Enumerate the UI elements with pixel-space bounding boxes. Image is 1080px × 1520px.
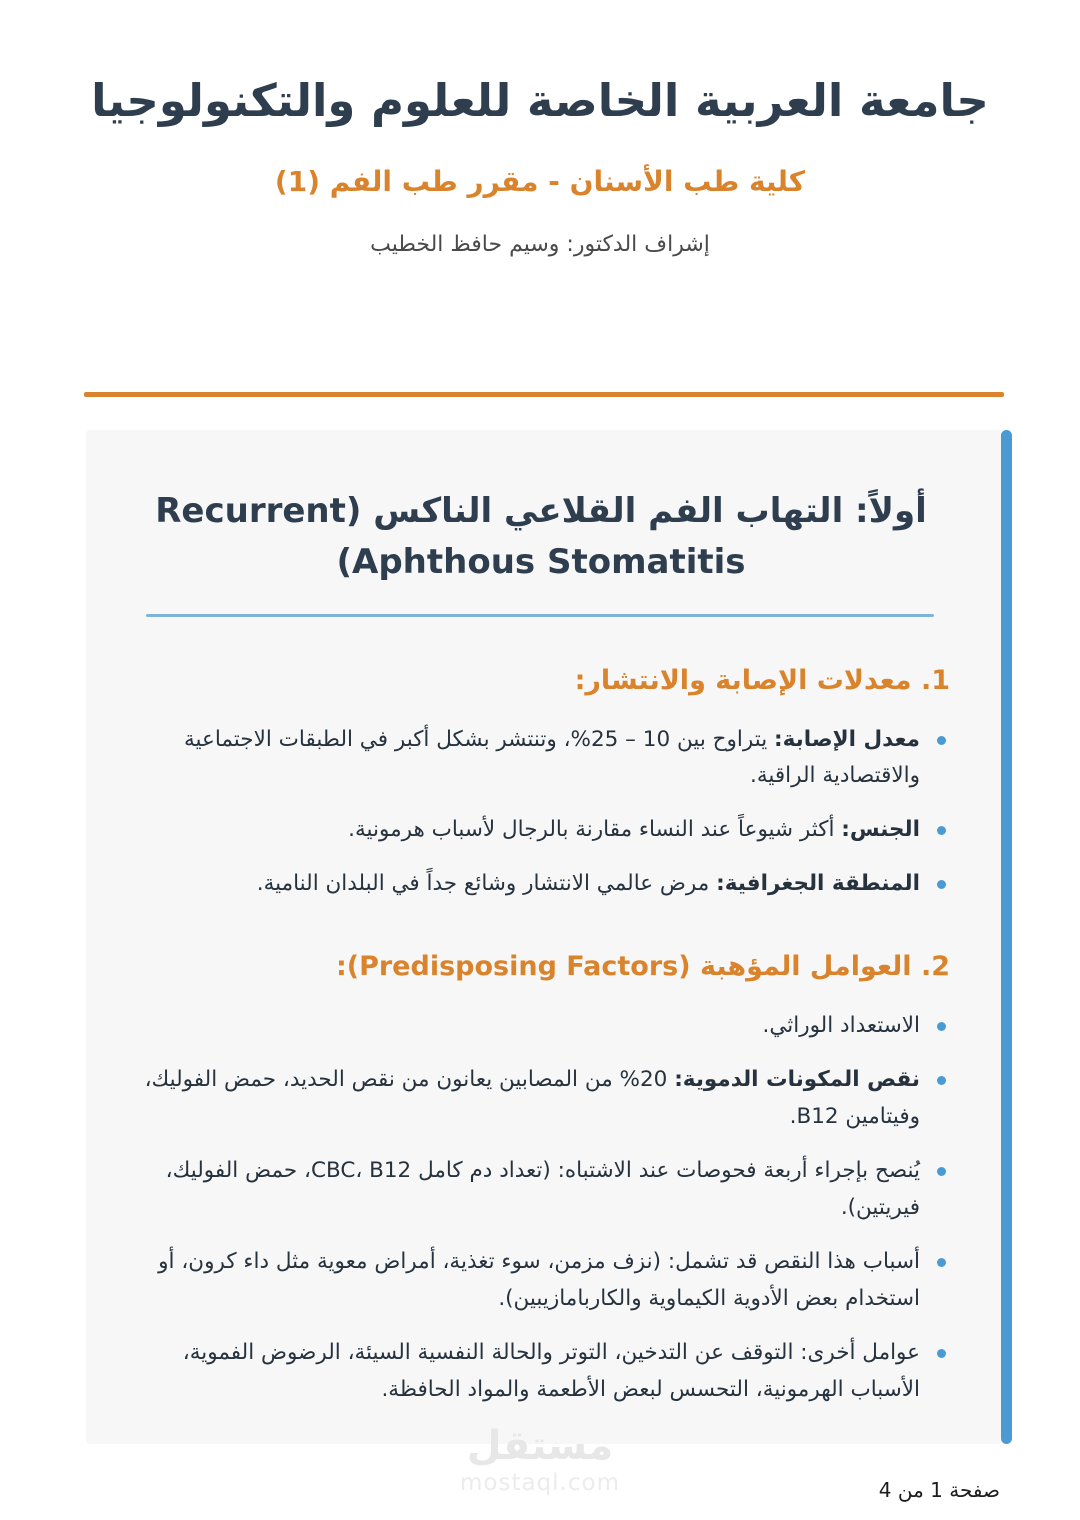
list-item [132,1008,950,1045]
section-title: أولاً: التهاب الفم القلاعي الناكس (Recurrent Aphthous Stomatitis) [155,491,927,582]
list-item-lead: المنطقة الجغرافية: [716,871,920,897]
bullet-dot-icon [937,826,946,835]
list-item [132,1244,950,1318]
header-divider [84,392,1004,397]
bullet-dot-icon [937,736,946,745]
supervisor-line: إشراف الدكتور: وسيم حافظ الخطيب [370,232,710,258]
bullet-dot-icon [937,1167,946,1176]
list-item-lead: نقص المكونات الدموية: [674,1066,920,1092]
bullet-dot-icon [937,1076,946,1085]
list-item-text: عوامل أخرى: التوقف عن التدخين، التوتر والحالة النفسية السيئة، الرضوض الفموية، الأسباب الهرمونية، التحسس لبعض الأطعمة والمواد الحافظة. [182,1339,920,1402]
bullet-dot-icon [937,880,946,889]
bullet-dot-icon [937,1022,946,1031]
subsection-2-heading: 2. العوامل المؤهبة (Predisposing Factors): [335,951,950,983]
list-item [132,1335,950,1409]
subsection-1-heading: 1. معدلات الإصابة والانتشار: [574,665,950,696]
course-subtitle: كلية طب الأسنان - مقرر طب الفم (1) [274,164,806,198]
bullet-dot-icon [937,1258,946,1267]
list-item-lead: الجنس: [841,817,920,843]
university-title: جامعة العربية الخاصة للعلوم والتكنولوجيا [91,74,989,127]
list-item [132,812,950,849]
list-item-text: الاستعداد الوراثي. [762,1012,920,1038]
list-item [132,722,950,796]
bullet-dot-icon [937,1349,946,1358]
list-item [132,866,950,903]
subsection-2-list [132,1008,950,1409]
list-item-lead: معدل الإصابة: [774,726,920,752]
content-card [86,430,1002,1444]
document-header [0,0,1080,261]
subsection-1 [132,661,950,903]
list-item [132,1062,950,1136]
subsection-2 [132,947,950,1408]
list-item-text: مرض عالمي الانتشار وشائع جداً في البلدان النامية. [256,871,717,897]
page-number: صفحة 1 من 4 [878,1478,1000,1502]
list-item-text: أكثر شيوعاً عند النساء مقارنة بالرجال لأسباب هرمونية. [348,817,842,843]
watermark-domain: mostaql.com [460,1470,620,1496]
list-item [132,1153,950,1227]
list-item-text: أسباب هذا النقص قد تشمل: (نزف مزمن، سوء تغذية، أمراض معوية مثل داء كرون، أو استخدام بعض الأدوية الكيماوية والكاربامازيبين). [158,1248,920,1311]
list-item-text: يتراوح بين 10 – 25%، وتنتشر بشكل أكبر في الطبقات الاجتماعية والاقتصادية الراقية. [183,726,920,789]
subsection-1-list [132,722,950,904]
card-accent-bar [1001,430,1012,1444]
section-title-underline [146,614,934,617]
list-item-text: يُنصح بإجراء أربعة فحوصات عند الاشتباه: (تعداد دم كامل CBC، B12، حمض الفوليك، فيريتين). [165,1157,920,1220]
watermark-arabic-logo: مستقل [466,1423,614,1469]
list-item-text: 20% من المصابين يعانون من نقص الحديد، حمض الفوليك، وفيتامين B12. [144,1066,920,1129]
